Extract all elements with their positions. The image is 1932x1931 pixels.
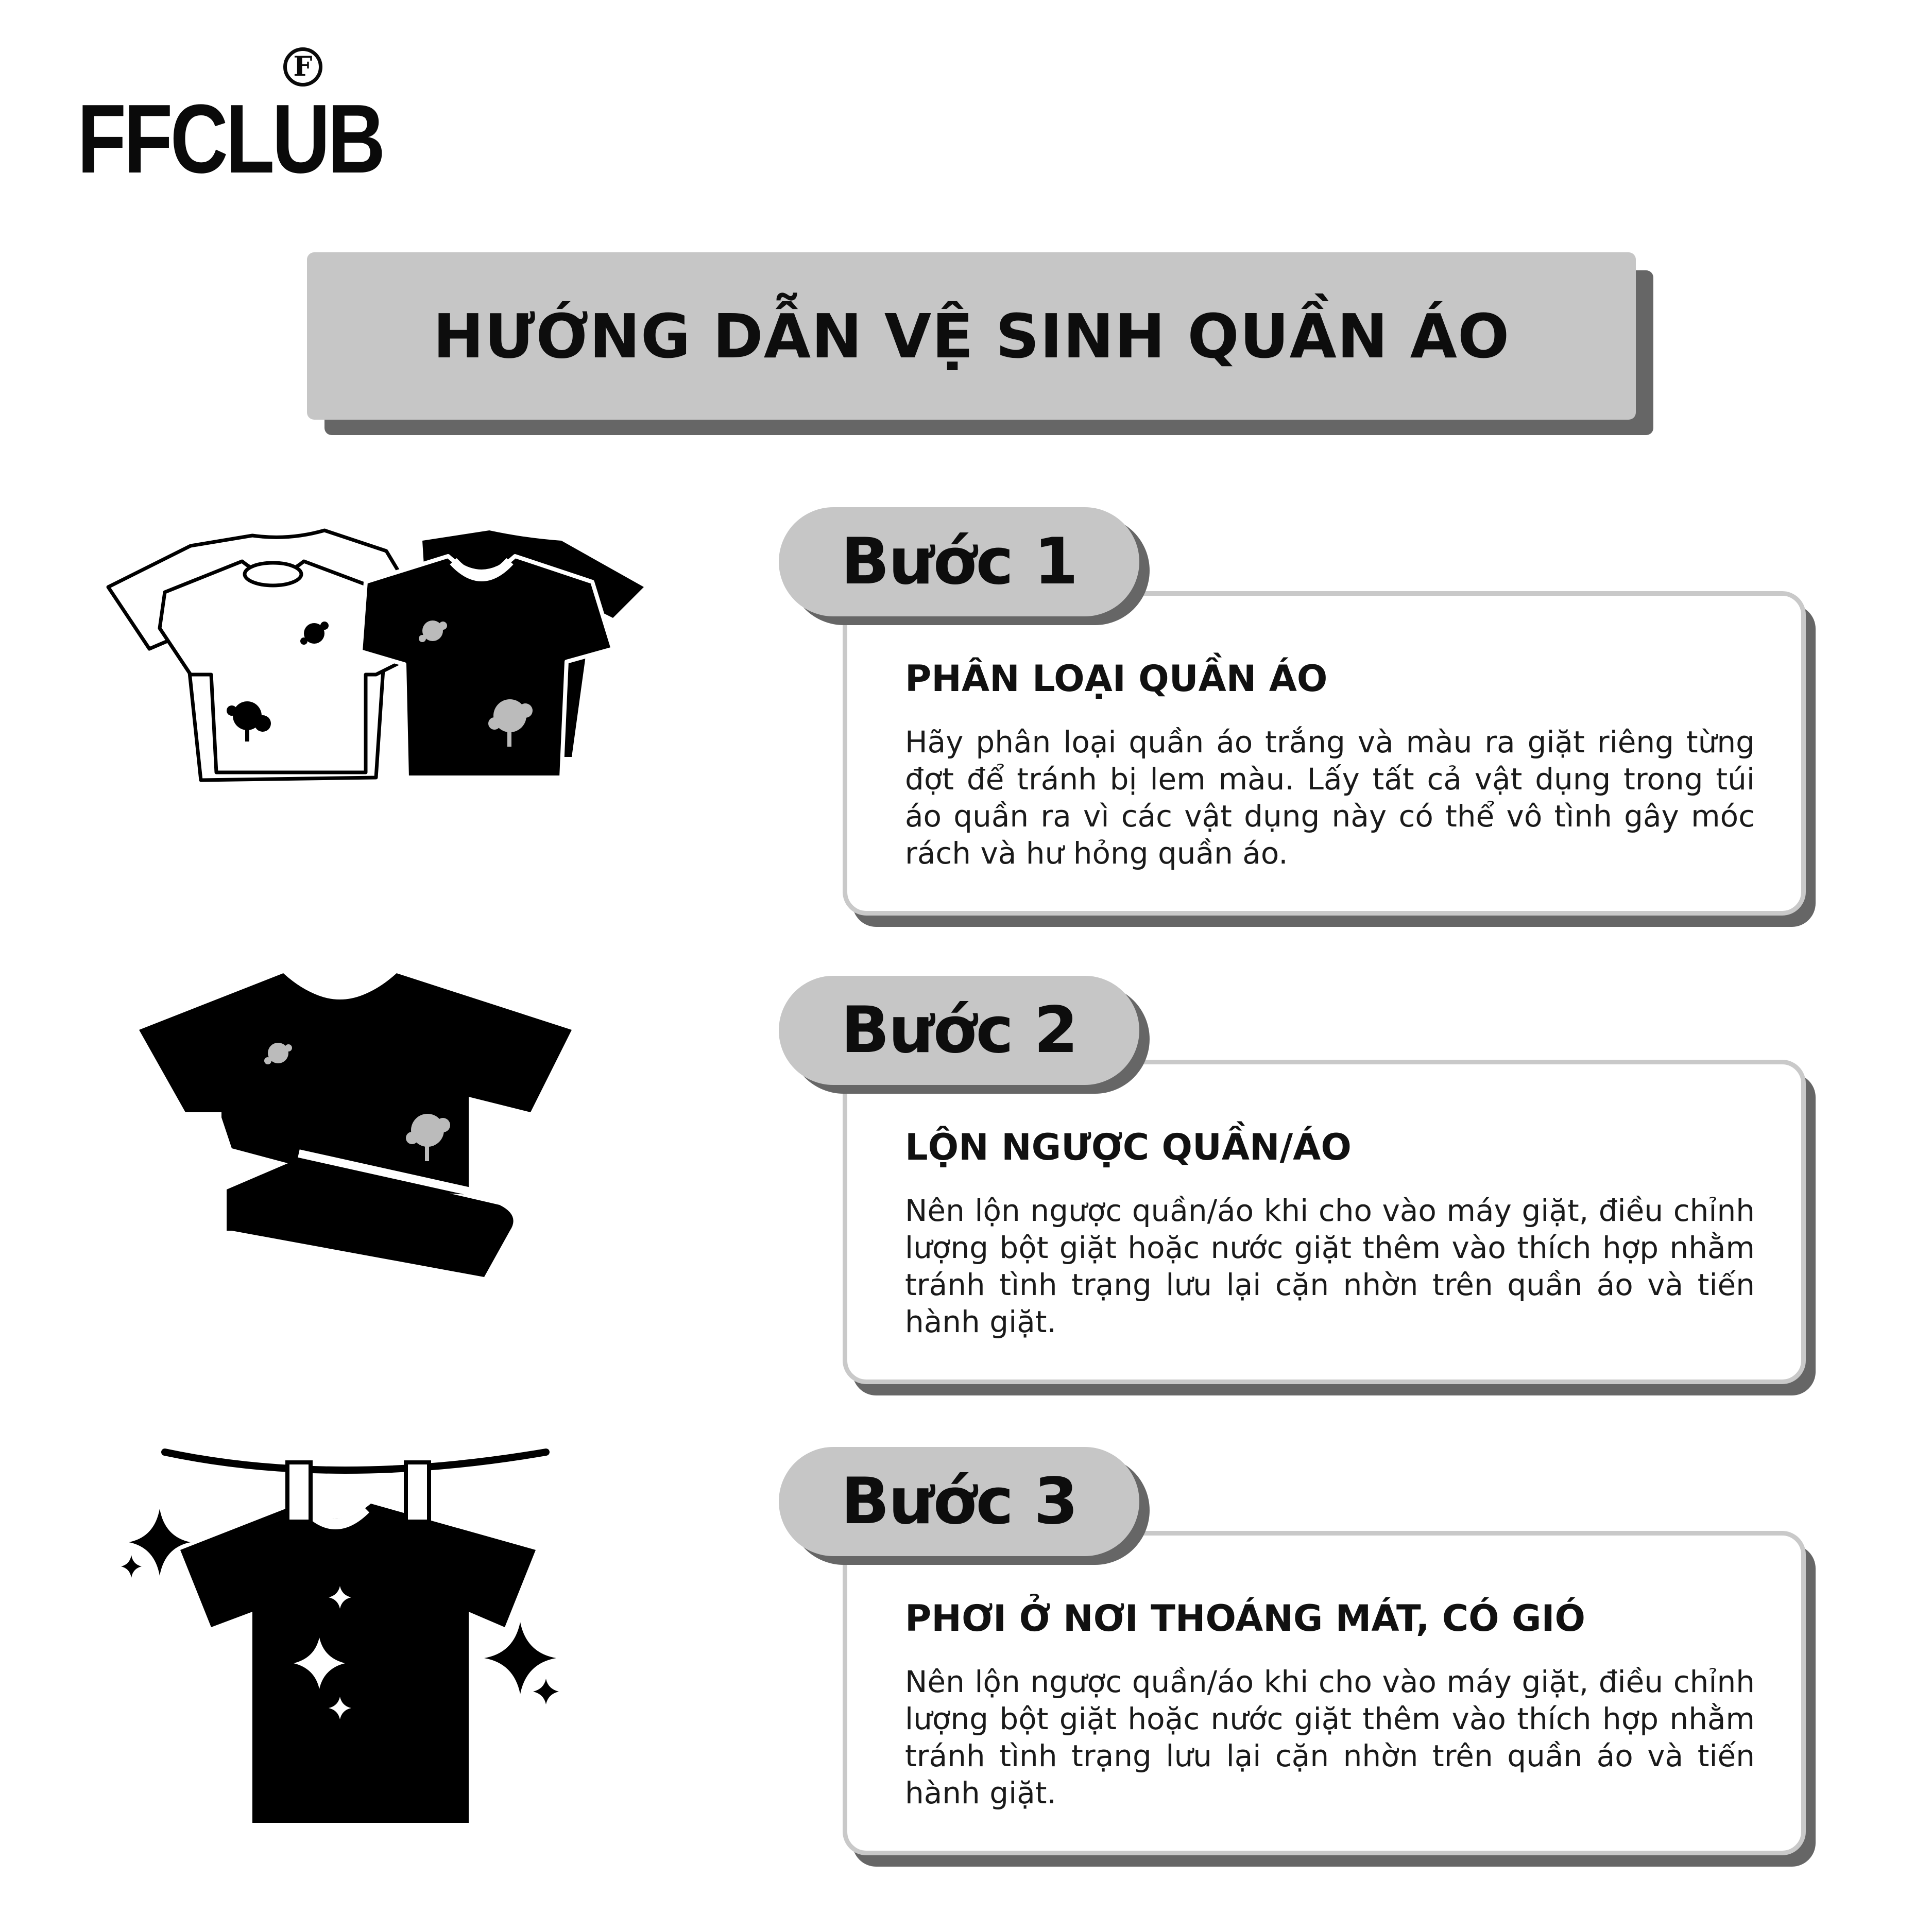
brand-logo bbox=[77, 41, 383, 194]
inside-out-shirt-icon bbox=[129, 963, 582, 1292]
clothespin-icon bbox=[406, 1462, 429, 1522]
step-3-card bbox=[843, 1531, 1806, 1855]
step-2-label: Bước 2 bbox=[841, 993, 1078, 1067]
brand-mark-icon: F bbox=[283, 47, 322, 87]
step-1-label: Bước 1 bbox=[841, 525, 1078, 599]
step-1-heading: PHÂN LOẠI QUẦN ÁO bbox=[905, 658, 1328, 700]
step-2-badge bbox=[779, 976, 1139, 1085]
step-3-body: Nên lộn ngược quần/áo khi cho vào máy giặt, điều chỉnh lượng bột giặt hoặc nước giặt thêm vào thích hợp nhằm tránh tình trạng lưu lại cặn nhờn trên quần áo và tiến hành giặt. bbox=[905, 1664, 1755, 1811]
step-3-heading: PHƠI Ở NƠI THOÁNG MÁT, CÓ GIÓ bbox=[905, 1597, 1586, 1640]
title-banner bbox=[307, 252, 1636, 420]
step-1-badge bbox=[779, 507, 1139, 616]
step-3-label: Bước 3 bbox=[841, 1464, 1078, 1539]
hanging-clean-shirt-icon bbox=[113, 1432, 587, 1843]
step-2-card bbox=[843, 1060, 1806, 1384]
step-3-badge bbox=[779, 1447, 1139, 1556]
stained-shirts-icon bbox=[98, 520, 659, 788]
step-1-body: Hãy phân loại quần áo trắng và màu ra giặt riêng từng đợt để tránh bị lem màu. Lấy tất cả vật dụng trong túi áo quần ra vì các vật dụng này có thể vô tình gây móc rách và hư hỏng quần áo. bbox=[905, 725, 1755, 871]
page-title: HƯỚNG DẪN VỆ SINH QUẦN ÁO bbox=[433, 300, 1510, 372]
clothesline bbox=[165, 1452, 546, 1470]
brand-name: FFCLUB bbox=[77, 84, 383, 194]
step-2-heading: LỘN NGƯỢC QUẦN/ÁO bbox=[905, 1126, 1352, 1168]
clothespin-icon bbox=[287, 1462, 311, 1522]
step-2-body: Nên lộn ngược quần/áo khi cho vào máy giặt, điều chỉnh lượng bột giặt hoặc nước giặt thêm vào thích hợp nhằm tránh tình trạng lưu lại cặn nhờn trên quần áo và tiến hành giặt. bbox=[905, 1193, 1755, 1339]
step-1-card bbox=[843, 591, 1806, 916]
